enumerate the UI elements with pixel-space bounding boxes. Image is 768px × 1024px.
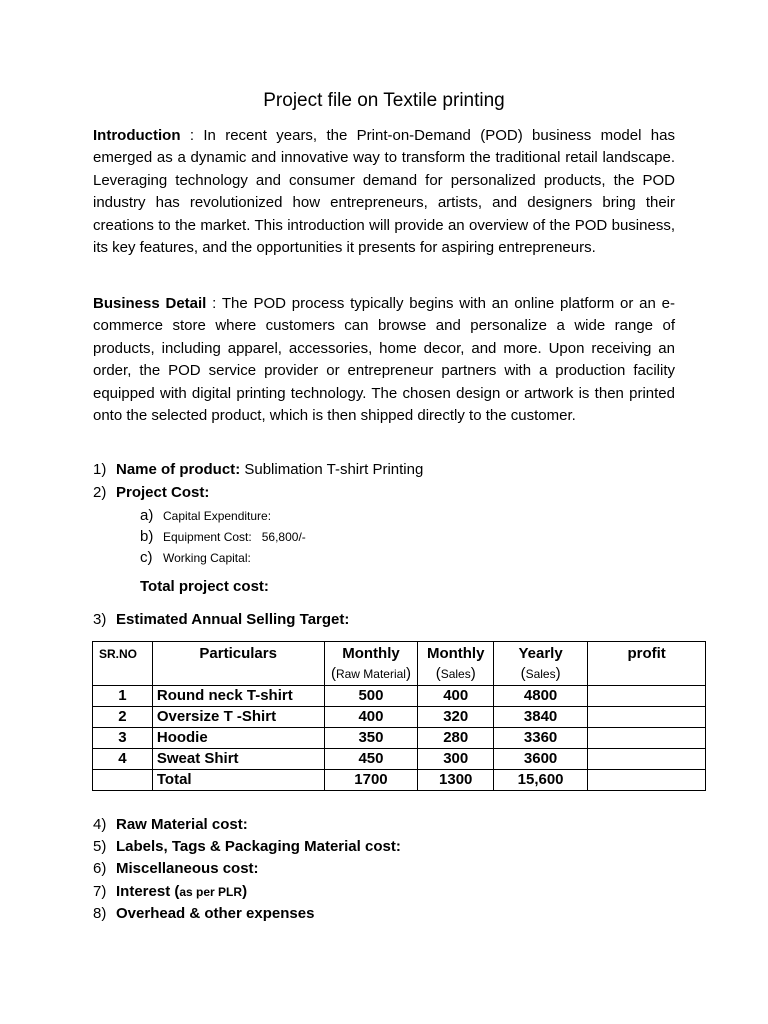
header-monthly-raw: Monthly (Raw Material) bbox=[324, 642, 418, 686]
cell-profit bbox=[588, 686, 706, 707]
cell-profit bbox=[588, 728, 706, 749]
cell-sr: 1 bbox=[93, 686, 153, 707]
cell-raw: 350 bbox=[324, 728, 418, 749]
table-row bbox=[93, 728, 706, 749]
cell-profit bbox=[588, 707, 706, 728]
introduction-paragraph: Introduction : In recent years, the Print-on-Demand (POD) business model has emerged as a dynamic and innovative way to transform the traditional retail landscape. Leveraging technology and consumer demand for personalized products, the POD industry has revolutionized how entrepreneurs, artists, and designers bring their creations to the market. This introduction will provide an overview of the POD business, its key features, and the opportunities it presents for aspiring entrepreneurs. bbox=[93, 127, 675, 257]
list-item-overhead bbox=[93, 903, 314, 925]
header-particulars: Particulars bbox=[152, 642, 324, 686]
header-monthly-sales: Monthly (Sales) bbox=[418, 642, 494, 686]
list-number: 5) bbox=[93, 838, 107, 855]
list-label: Project Cost: bbox=[116, 484, 210, 501]
introduction-text: In recent years, the Print-on-Demand (POD) business model has emerged as a dynamic and innovative way to transform the traditional retail landscape. Leveraging technology and consumer demand for personalized products, the POD industry has revolutionized how entrepreneurs, artists, and designers bring their creations to the market. This introduction will provide an overview of the POD business, its key features, and the opportunities it presents for aspiring entrepreneurs. bbox=[93, 127, 675, 257]
business-detail-text: The POD process typically begins with an online platform or an e-commerce store where customers can browse and personalize a wide range of products, including apparel, accessories, home decor, and more. Upon receiving an order, the POD service provider or entrepreneur partners with a production facility equipped with digital printing technology. The chosen design or artwork is then printed onto the selected product, which is then shipped directly to the customer. bbox=[93, 295, 675, 425]
cell-sales: 400 bbox=[418, 686, 494, 707]
table-total-row bbox=[93, 770, 706, 791]
cell-raw: 400 bbox=[324, 707, 418, 728]
list-label: Miscellaneous cost: bbox=[116, 860, 259, 877]
cell-sales: 320 bbox=[418, 707, 494, 728]
cell-particular: Hoodie bbox=[152, 728, 324, 749]
sub-letter: a) bbox=[140, 507, 154, 524]
list-label: Labels, Tags & Packaging Material cost: bbox=[116, 838, 401, 855]
cell-sr: 2 bbox=[93, 707, 153, 728]
cell-profit bbox=[588, 749, 706, 770]
cell-particular: Sweat Shirt bbox=[152, 749, 324, 770]
list-label: Overhead & other expenses bbox=[116, 905, 315, 922]
working-capital-label: Working Capital: bbox=[163, 551, 251, 565]
list-item-miscellaneous bbox=[93, 858, 259, 880]
table-header-row bbox=[93, 642, 706, 686]
selling-target-table bbox=[92, 641, 706, 791]
sub-letter: b) bbox=[140, 528, 154, 545]
cell-yearly: 4800 bbox=[493, 686, 587, 707]
cell-yearly: 3840 bbox=[493, 707, 587, 728]
cell-total-sales: 1300 bbox=[418, 770, 494, 791]
list-number: 6) bbox=[93, 860, 107, 877]
interest-note: as per PLR bbox=[179, 885, 243, 899]
list-item-project-cost bbox=[93, 482, 209, 504]
list-number: 7) bbox=[93, 883, 107, 900]
list-label: Estimated Annual Selling Target: bbox=[116, 611, 350, 628]
list-number: 4) bbox=[93, 816, 107, 833]
business-detail-label: Business Detail bbox=[93, 295, 207, 312]
list-item-name-of-product: 1) Name of product: Sublimation T-shirt Printing bbox=[93, 459, 423, 481]
cell-total-label: Total bbox=[152, 770, 324, 791]
list-item-labels-tags bbox=[93, 836, 401, 858]
cell-total-yearly: 15,600 bbox=[493, 770, 587, 791]
sub-letter: c) bbox=[140, 549, 153, 566]
cell-raw: 500 bbox=[324, 686, 418, 707]
cell-particular: Oversize T -Shirt bbox=[152, 707, 324, 728]
cell-yearly: 3360 bbox=[493, 728, 587, 749]
list-number: 8) bbox=[93, 905, 107, 922]
table-row bbox=[93, 749, 706, 770]
equipment-cost-value: 56,800/- bbox=[261, 530, 306, 544]
header-sr-no: SR.NO bbox=[93, 642, 153, 686]
list-label: Interest bbox=[116, 883, 171, 900]
list-number: 3) bbox=[93, 611, 107, 628]
cell-total-raw: 1700 bbox=[324, 770, 418, 791]
cell-sr: 4 bbox=[93, 749, 153, 770]
list-item-raw-material bbox=[93, 814, 248, 836]
list-label: Raw Material cost: bbox=[116, 816, 248, 833]
cell-sales: 300 bbox=[418, 749, 494, 770]
cell-sr: 3 bbox=[93, 728, 153, 749]
page-title: Project file on Textile printing bbox=[263, 90, 505, 111]
table-row bbox=[93, 686, 706, 707]
header-profit: profit bbox=[588, 642, 706, 686]
cell-sr bbox=[93, 770, 153, 791]
cell-yearly: 3600 bbox=[493, 749, 587, 770]
list-label: Name of product bbox=[116, 461, 236, 478]
product-name-value: Sublimation T-shirt Printing bbox=[244, 461, 424, 478]
cell-particular: Round neck T-shirt bbox=[152, 686, 324, 707]
introduction-label: Introduction bbox=[93, 127, 181, 144]
list-number: 2) bbox=[93, 484, 107, 501]
total-project-cost-label: Total project cost: bbox=[140, 578, 269, 595]
business-detail-paragraph: Business Detail : The POD process typically begins with an online platform or an e-commerce store where customers can browse and personalize a wide range of products, including apparel, accessories, home decor, and more. Upon receiving an order, the POD service provider or entrepreneur partners with a production facility equipped with digital printing technology. The chosen design or artwork is then printed onto the selected product, which is then shipped directly to the customer. bbox=[93, 295, 675, 425]
list-number: 1) bbox=[93, 461, 107, 478]
equipment-cost-label: Equipment Cost: bbox=[163, 530, 252, 544]
cell-total-profit bbox=[588, 770, 706, 791]
cell-sales: 280 bbox=[418, 728, 494, 749]
cell-raw: 450 bbox=[324, 749, 418, 770]
table-row bbox=[93, 707, 706, 728]
list-item-interest: 7) Interest (as per PLR) bbox=[93, 881, 247, 903]
capital-expenditure-label: Capital Expenditure: bbox=[163, 509, 272, 523]
project-cost-item-b bbox=[140, 526, 306, 548]
list-item-selling-target bbox=[93, 609, 349, 631]
project-cost-item-a bbox=[140, 505, 271, 527]
header-yearly-sales: Yearly (Sales) bbox=[493, 642, 587, 686]
project-cost-item-c bbox=[140, 547, 251, 569]
